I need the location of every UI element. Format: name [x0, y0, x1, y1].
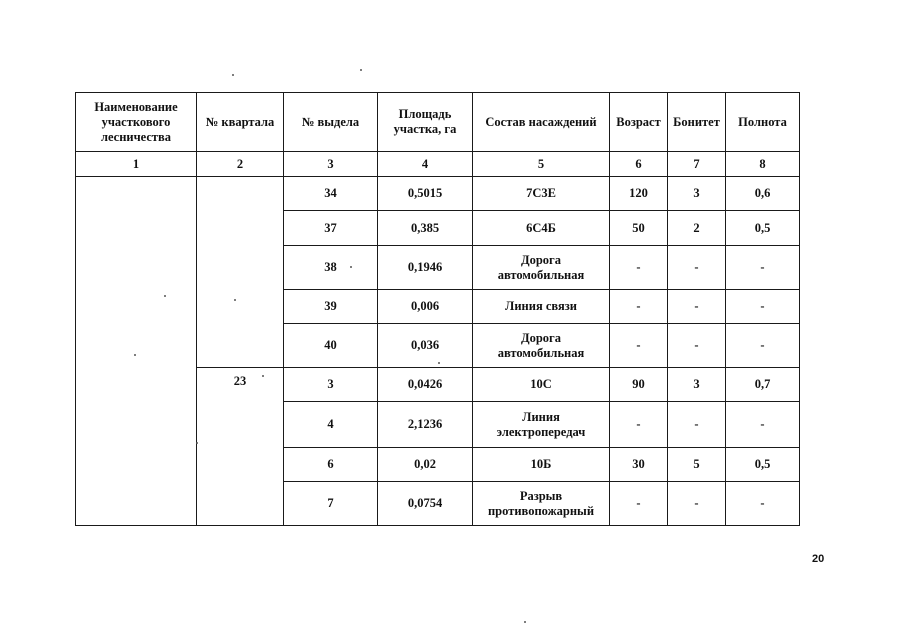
polnota-cell: 0,5 — [726, 448, 800, 482]
quarter-cell — [197, 177, 284, 368]
area-cell: 0,006 — [378, 290, 473, 324]
composition-cell: Дорога автомобильная — [473, 324, 610, 368]
area-cell: 0,385 — [378, 211, 473, 246]
vydel-cell: 7 — [284, 482, 378, 526]
header-plot-area: Площадь участка, га — [378, 93, 473, 152]
composition-cell: 6С4Б — [473, 211, 610, 246]
area-cell: 0,036 — [378, 324, 473, 368]
scan-speck — [234, 299, 236, 301]
age-cell: 30 — [610, 448, 668, 482]
scan-speck — [134, 354, 136, 356]
vydel-cell: 6 — [284, 448, 378, 482]
polnota-cell: - — [726, 290, 800, 324]
header-quarter-number: № квартала — [197, 93, 284, 152]
vydel-cell: 3 — [284, 368, 378, 402]
scan-speck — [360, 69, 362, 71]
polnota-cell: 0,5 — [726, 211, 800, 246]
bonitet-cell: 3 — [668, 368, 726, 402]
vydel-cell: 4 — [284, 402, 378, 448]
column-number: 7 — [668, 152, 726, 177]
bonitet-cell: 3 — [668, 177, 726, 211]
bonitet-cell: - — [668, 402, 726, 448]
column-number: 4 — [378, 152, 473, 177]
scan-speck — [350, 266, 352, 268]
scan-speck — [196, 442, 198, 444]
scan-speck — [164, 295, 166, 297]
composition-cell: Линия электропередач — [473, 402, 610, 448]
page-number: 20 — [812, 553, 825, 565]
column-number: 1 — [76, 152, 197, 177]
polnota-cell: - — [726, 402, 800, 448]
header-vydel-number: № выдела — [284, 93, 378, 152]
composition-cell: Линия связи — [473, 290, 610, 324]
polnota-cell: - — [726, 324, 800, 368]
age-cell: - — [610, 324, 668, 368]
age-cell: - — [610, 290, 668, 324]
vydel-cell: 40 — [284, 324, 378, 368]
header-stand-composition: Состав насаждений — [473, 93, 610, 152]
vydel-cell: 39 — [284, 290, 378, 324]
quarter-cell: 23 — [197, 368, 284, 526]
age-cell: - — [610, 482, 668, 526]
age-cell: 120 — [610, 177, 668, 211]
bonitet-cell: - — [668, 246, 726, 290]
header-bonitet: Бонитет — [668, 93, 726, 152]
composition-cell: Дорога автомобильная — [473, 246, 610, 290]
composition-cell: 10Б — [473, 448, 610, 482]
column-number: 6 — [610, 152, 668, 177]
area-cell: 0,5015 — [378, 177, 473, 211]
composition-cell: 7С3Е — [473, 177, 610, 211]
forest-plots-table — [75, 92, 800, 526]
polnota-cell: - — [726, 482, 800, 526]
scan-speck — [232, 74, 234, 76]
bonitet-cell: 2 — [668, 211, 726, 246]
polnota-cell: - — [726, 246, 800, 290]
header-row — [76, 93, 800, 152]
scan-speck — [438, 362, 440, 364]
bonitet-cell: - — [668, 482, 726, 526]
vydel-cell: 34 — [284, 177, 378, 211]
composition-cell: Разрыв противопожарный — [473, 482, 610, 526]
column-number: 3 — [284, 152, 378, 177]
area-cell: 0,0426 — [378, 368, 473, 402]
header-forestry-name: Наименование участкового лесничества — [76, 93, 197, 152]
polnota-cell: 0,6 — [726, 177, 800, 211]
scan-speck — [524, 621, 526, 623]
forestry-name-cell — [76, 177, 197, 526]
column-number: 2 — [197, 152, 284, 177]
age-cell: - — [610, 402, 668, 448]
header-polnota: Полнота — [726, 93, 800, 152]
area-cell: 2,1236 — [378, 402, 473, 448]
column-number: 5 — [473, 152, 610, 177]
age-cell: - — [610, 246, 668, 290]
age-cell: 50 — [610, 211, 668, 246]
age-cell: 90 — [610, 368, 668, 402]
vydel-cell: 37 — [284, 211, 378, 246]
scan-speck — [262, 375, 264, 377]
bonitet-cell: - — [668, 290, 726, 324]
column-number: 8 — [726, 152, 800, 177]
header-age: Возраст — [610, 93, 668, 152]
table-row — [76, 177, 800, 211]
area-cell: 0,02 — [378, 448, 473, 482]
composition-cell: 10С — [473, 368, 610, 402]
vydel-cell: 38 — [284, 246, 378, 290]
area-cell: 0,1946 — [378, 246, 473, 290]
bonitet-cell: 5 — [668, 448, 726, 482]
column-number-row — [76, 152, 800, 177]
area-cell: 0,0754 — [378, 482, 473, 526]
polnota-cell: 0,7 — [726, 368, 800, 402]
bonitet-cell: - — [668, 324, 726, 368]
